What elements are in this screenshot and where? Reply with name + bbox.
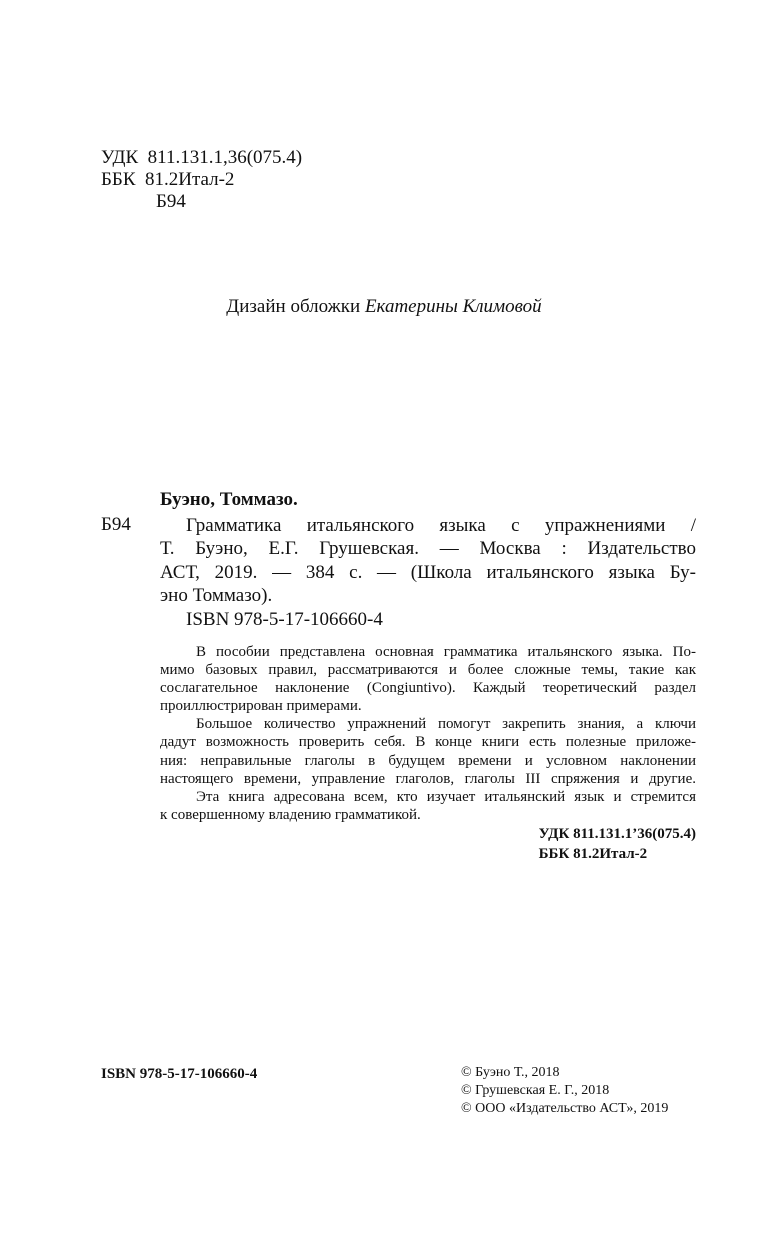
bibliography-mark: Б94 (101, 514, 131, 535)
cover-designer-name: Екатерины Климовой (364, 296, 542, 317)
copyright-line: © Грушевская Е. Г., 2018 (461, 1083, 610, 1098)
classification-codes-bottom (539, 824, 696, 864)
bbk-row (101, 169, 302, 191)
annotation-line: Эта книга адресована всем, кто изучает итальянский язык и стремится (196, 788, 696, 805)
udk-value: 811.131.1,36(075.4) (147, 147, 303, 168)
classification-codes-top (101, 147, 302, 213)
copyright-line: © ООО «Издательство АСТ», 2019 (461, 1101, 669, 1116)
annotation (160, 643, 696, 824)
udk-code: УДК 811.131.1’36(075.4) (538, 826, 696, 842)
annotation-line: мимо базовых правил, рассматриваются и более сложные темы, такие как (160, 662, 696, 679)
copyright-block (461, 1064, 668, 1118)
biblio-line: эно Томмазо). (160, 584, 273, 606)
annotation-line: дадут возможность проверить себя. В конце книги есть полезные приложе- (160, 734, 696, 751)
udk-row (101, 147, 302, 169)
bibliography-isbn: ISBN 978-5-17-106660-4 (186, 609, 383, 630)
annotation-line: Большое количество упражнений помогут закрепить знания, а ключи (196, 716, 696, 733)
annotation-line: настоящего времени, управление глаголов, глаголы III спряжения и другие. (160, 770, 696, 787)
annotation-line: В пособии представлена основная грамматика итальянского языка. По- (196, 644, 696, 660)
biblio-line: АСТ, 2019. — 384 с. — (Школа итальянского языка Бу- (160, 561, 696, 583)
author-mark-row (101, 191, 302, 213)
annotation-line: проиллюстрирован примерами. (160, 698, 362, 715)
biblio-line: Грамматика итальянского языка с упражнениями / (186, 515, 696, 536)
cover-design-credit (0, 296, 768, 318)
bibliographic-description (160, 514, 696, 607)
udk-label: УДК (101, 147, 139, 168)
copyright-line: © Буэно Т., 2018 (461, 1065, 560, 1080)
annotation-line: ния: неправильные глаголы в будущем времени и условном наклонении (160, 752, 696, 769)
footer-isbn: ISBN 978-5-17-106660-4 (101, 1066, 258, 1082)
biblio-line: Т. Буэно, Е.Г. Грушевская. — Москва : Издательство (160, 538, 696, 560)
bbk-code: ББК 81.2Итал-2 (538, 846, 648, 862)
bibliography-author: Буэно, Томмазо. (160, 489, 298, 510)
author-mark: Б94 (156, 191, 186, 212)
annotation-line: сослагательное наклонение (Congiuntivo). Каждый теоретический раздел (160, 680, 696, 697)
cover-design-prefix: Дизайн обложки (226, 296, 365, 317)
annotation-line: к совершенному владению грамматикой. (160, 806, 421, 823)
bbk-label: ББК (101, 169, 136, 190)
bbk-value: 81.2Итал-2 (145, 169, 235, 190)
